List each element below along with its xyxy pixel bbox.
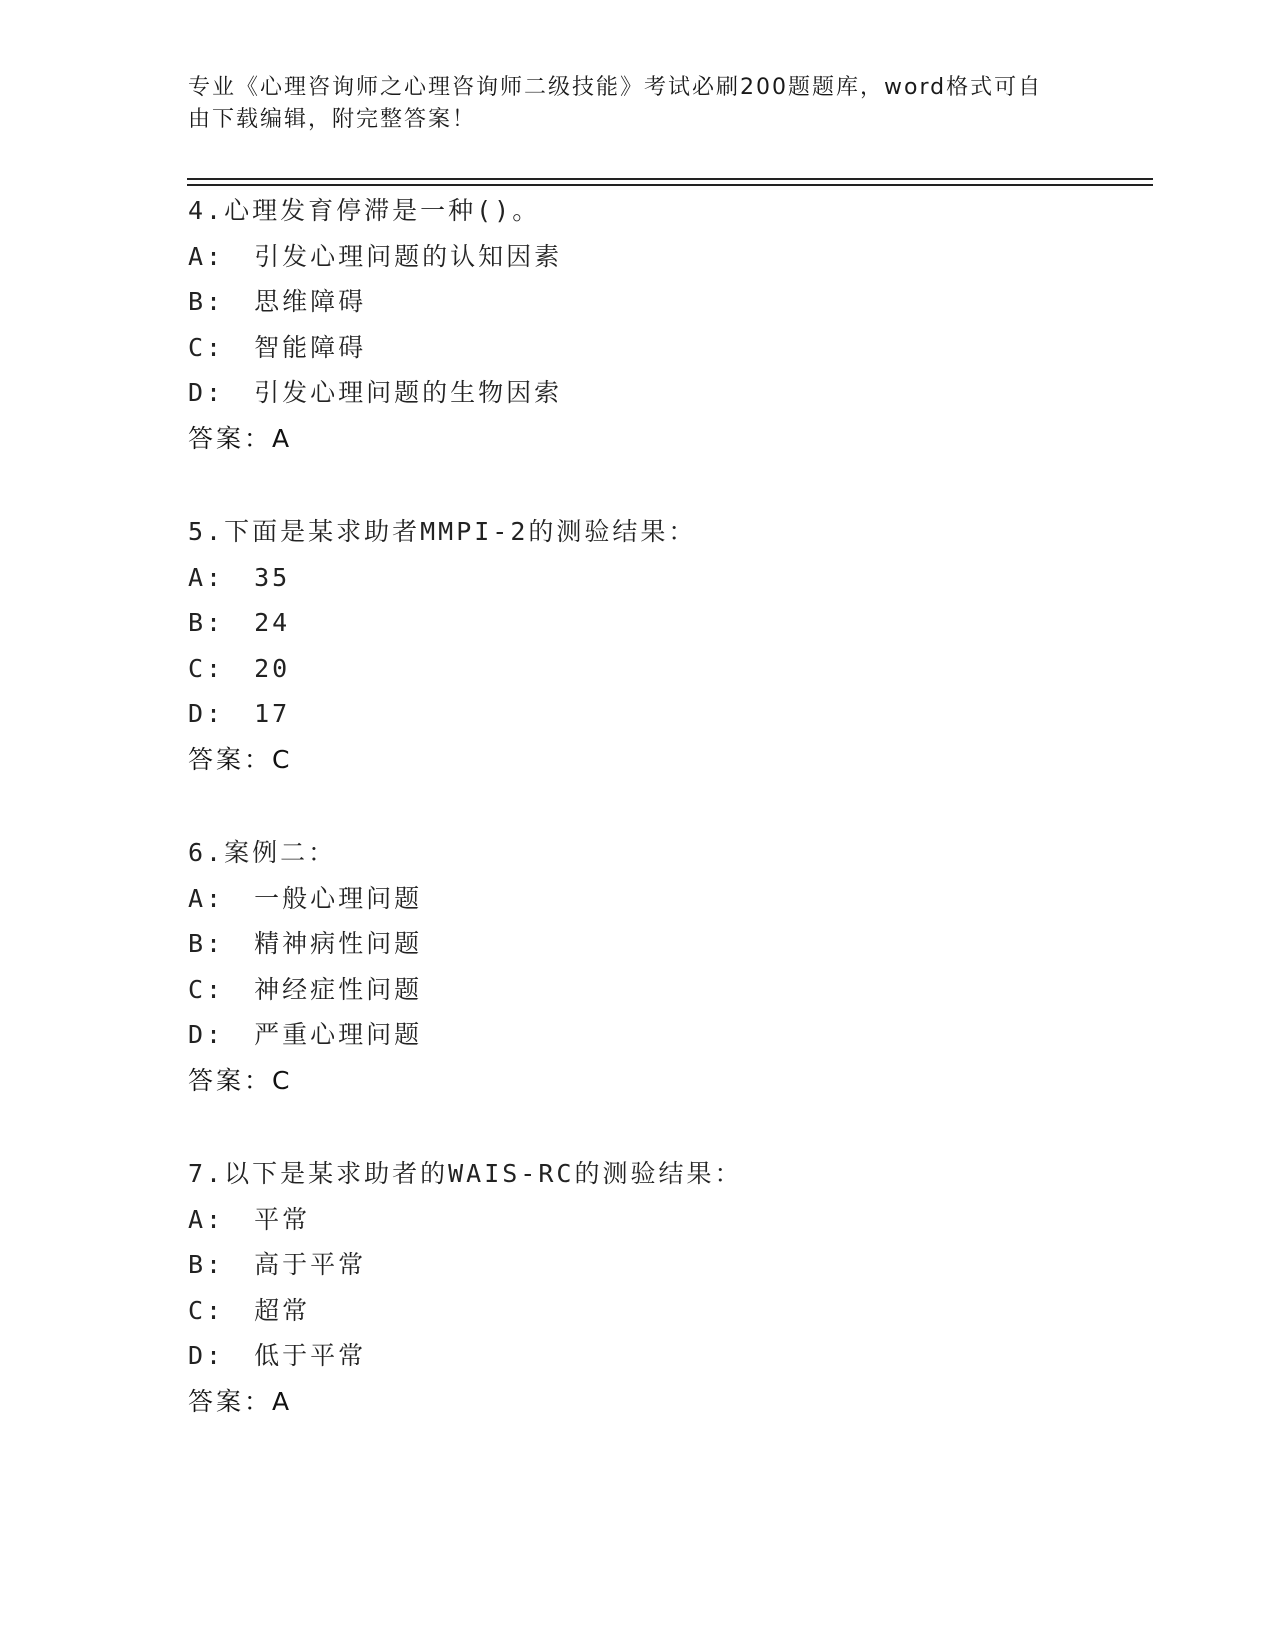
question-text: 4.心理发育停滞是一种()。 — [188, 196, 541, 225]
option-text: 35 — [254, 562, 291, 592]
option-d — [188, 1333, 1148, 1379]
option-c — [188, 325, 1148, 371]
option-text: 思维障碍 — [254, 287, 367, 316]
option-text: 低于平常 — [254, 1341, 367, 1370]
option-a — [188, 876, 1148, 922]
header-line-1: 专业《心理咨询师之心理咨询师二级技能》考试必刷200题题库，word格式可自 — [188, 75, 1043, 100]
question-text: 6.案例二： — [188, 838, 337, 867]
option-letter: D: — [188, 378, 225, 407]
option-text: 高于平常 — [254, 1250, 367, 1279]
answer-line: 答案：C — [188, 1065, 293, 1095]
header-divider-bottom — [187, 184, 1153, 186]
option-letter: A: — [188, 562, 225, 592]
option-letter: D: — [188, 699, 225, 728]
option-text: 超常 — [254, 1295, 311, 1325]
option-text: 引发心理问题的生物因索 — [254, 378, 563, 407]
option-letter: A: — [188, 883, 225, 913]
option-letter: C: — [188, 332, 225, 362]
question-5 — [188, 509, 1148, 782]
option-letter: B: — [188, 1250, 225, 1279]
option-letter: A: — [188, 241, 225, 271]
option-text: 17 — [254, 699, 291, 728]
option-b — [188, 1242, 1148, 1288]
option-letter: B: — [188, 287, 225, 316]
option-text: 智能障碍 — [254, 332, 367, 362]
option-text: 严重心理问题 — [254, 1020, 423, 1049]
option-a — [188, 1197, 1148, 1243]
option-text: 平常 — [254, 1204, 311, 1234]
option-letter: B: — [188, 929, 225, 958]
question-4 — [188, 188, 1148, 461]
option-text: 引发心理问题的认知因素 — [254, 241, 563, 271]
option-c — [188, 646, 1148, 692]
document-header — [188, 72, 1068, 136]
option-letter: D: — [188, 1020, 225, 1049]
option-c — [188, 1288, 1148, 1334]
option-b — [188, 921, 1148, 967]
question-text: 7.以下是某求助者的WAIS-RC的测验结果： — [188, 1159, 743, 1188]
question-text: 5.下面是某求助者MMPI-2的测验结果： — [188, 517, 697, 546]
option-d — [188, 691, 1148, 737]
option-d — [188, 1012, 1148, 1058]
option-letter: A: — [188, 1204, 225, 1234]
answer-line: 答案：C — [188, 744, 293, 774]
option-d — [188, 370, 1148, 416]
question-7 — [188, 1151, 1148, 1424]
option-c — [188, 967, 1148, 1013]
option-b — [188, 600, 1148, 646]
option-letter: C: — [188, 653, 225, 683]
option-text: 精神病性问题 — [254, 929, 423, 958]
option-text: 一般心理问题 — [254, 883, 423, 913]
option-a — [188, 555, 1148, 601]
question-6 — [188, 830, 1148, 1103]
header-divider-top — [187, 178, 1153, 180]
option-text: 20 — [254, 653, 291, 683]
option-b — [188, 279, 1148, 325]
header-line-2: 由下载编辑，附完整答案！ — [188, 107, 477, 132]
option-text: 神经症性问题 — [254, 974, 423, 1004]
question-list — [188, 188, 1148, 1472]
option-text: 24 — [254, 608, 291, 637]
option-letter: D: — [188, 1341, 225, 1370]
answer-line: 答案：A — [188, 1386, 293, 1416]
answer-line: 答案：A — [188, 423, 293, 453]
option-letter: C: — [188, 974, 225, 1004]
option-letter: B: — [188, 608, 225, 637]
option-letter: C: — [188, 1295, 225, 1325]
option-a — [188, 234, 1148, 280]
